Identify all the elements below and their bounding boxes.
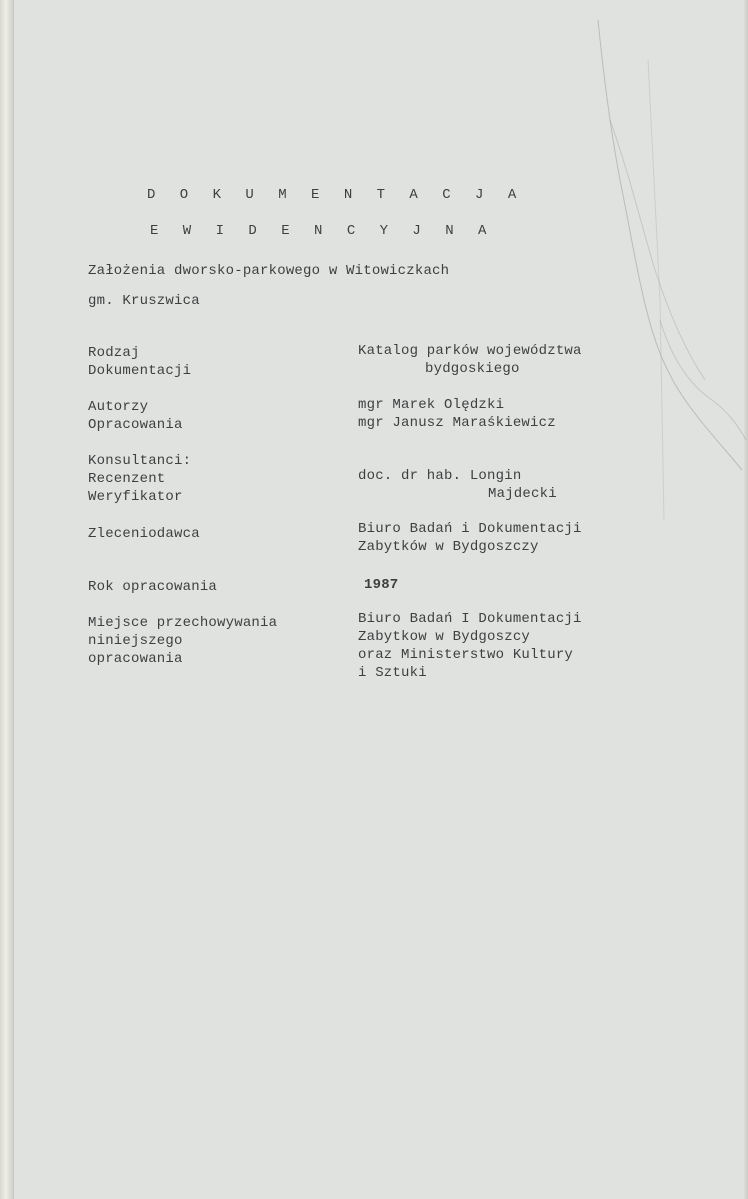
document-subject-line1: Założenia dworsko-parkowego w Witowiczkach bbox=[88, 263, 450, 279]
label-konsultanci-line1: Konsultanci: bbox=[88, 453, 192, 469]
value-autorzy-line2: mgr Janusz Maraśkiewicz bbox=[358, 415, 556, 431]
value-rodzaj-line2: bydgoskiego bbox=[425, 361, 520, 377]
label-konsultanci-line2: Recenzent bbox=[88, 471, 166, 487]
value-konsultanci-line2: Majdecki bbox=[488, 486, 557, 502]
value-miejsce-line1: Biuro Badań I Dokumentacji bbox=[358, 611, 582, 627]
document-heading-line1: D O K U M E N T A C J A bbox=[147, 187, 525, 203]
label-miejsce-line1: Miejsce przechowywania bbox=[88, 615, 278, 631]
value-rok: 1987 bbox=[364, 577, 399, 593]
label-autorzy-line1: Autorzy bbox=[88, 399, 149, 415]
label-miejsce-line3: opracowania bbox=[88, 651, 183, 667]
value-miejsce-line3: oraz Ministerstwo Kultury bbox=[358, 647, 574, 663]
value-zleceniodawca-line2: Zabytków w Bydgoszczy bbox=[358, 539, 539, 555]
value-miejsce-line4: i Sztuki bbox=[358, 665, 427, 681]
value-konsultanci-line1: doc. dr hab. Longin bbox=[358, 468, 522, 484]
label-rodzaj-line1: Rodzaj bbox=[88, 345, 140, 361]
document-subject-line2: gm. Kruszwica bbox=[88, 293, 200, 309]
document-heading-line2: E W I D E N C Y J N A bbox=[150, 223, 495, 239]
value-rodzaj-line1: Katalog parków województwa bbox=[358, 343, 582, 359]
value-zleceniodawca-line1: Biuro Badań i Dokumentacji bbox=[358, 521, 582, 537]
value-miejsce-line2: Zabytkow w Bydgoszcy bbox=[358, 629, 531, 645]
label-autorzy-line2: Opracowania bbox=[88, 417, 183, 433]
label-rok: Rok opracowania bbox=[88, 579, 218, 595]
value-autorzy-line1: mgr Marek Olędzki bbox=[358, 397, 505, 413]
label-rodzaj-line2: Dokumentacji bbox=[88, 363, 192, 379]
label-miejsce-line2: niniejszego bbox=[88, 633, 183, 649]
label-zleceniodawca: Zleceniodawca bbox=[88, 526, 200, 542]
label-konsultanci-line3: Weryfikator bbox=[88, 489, 183, 505]
